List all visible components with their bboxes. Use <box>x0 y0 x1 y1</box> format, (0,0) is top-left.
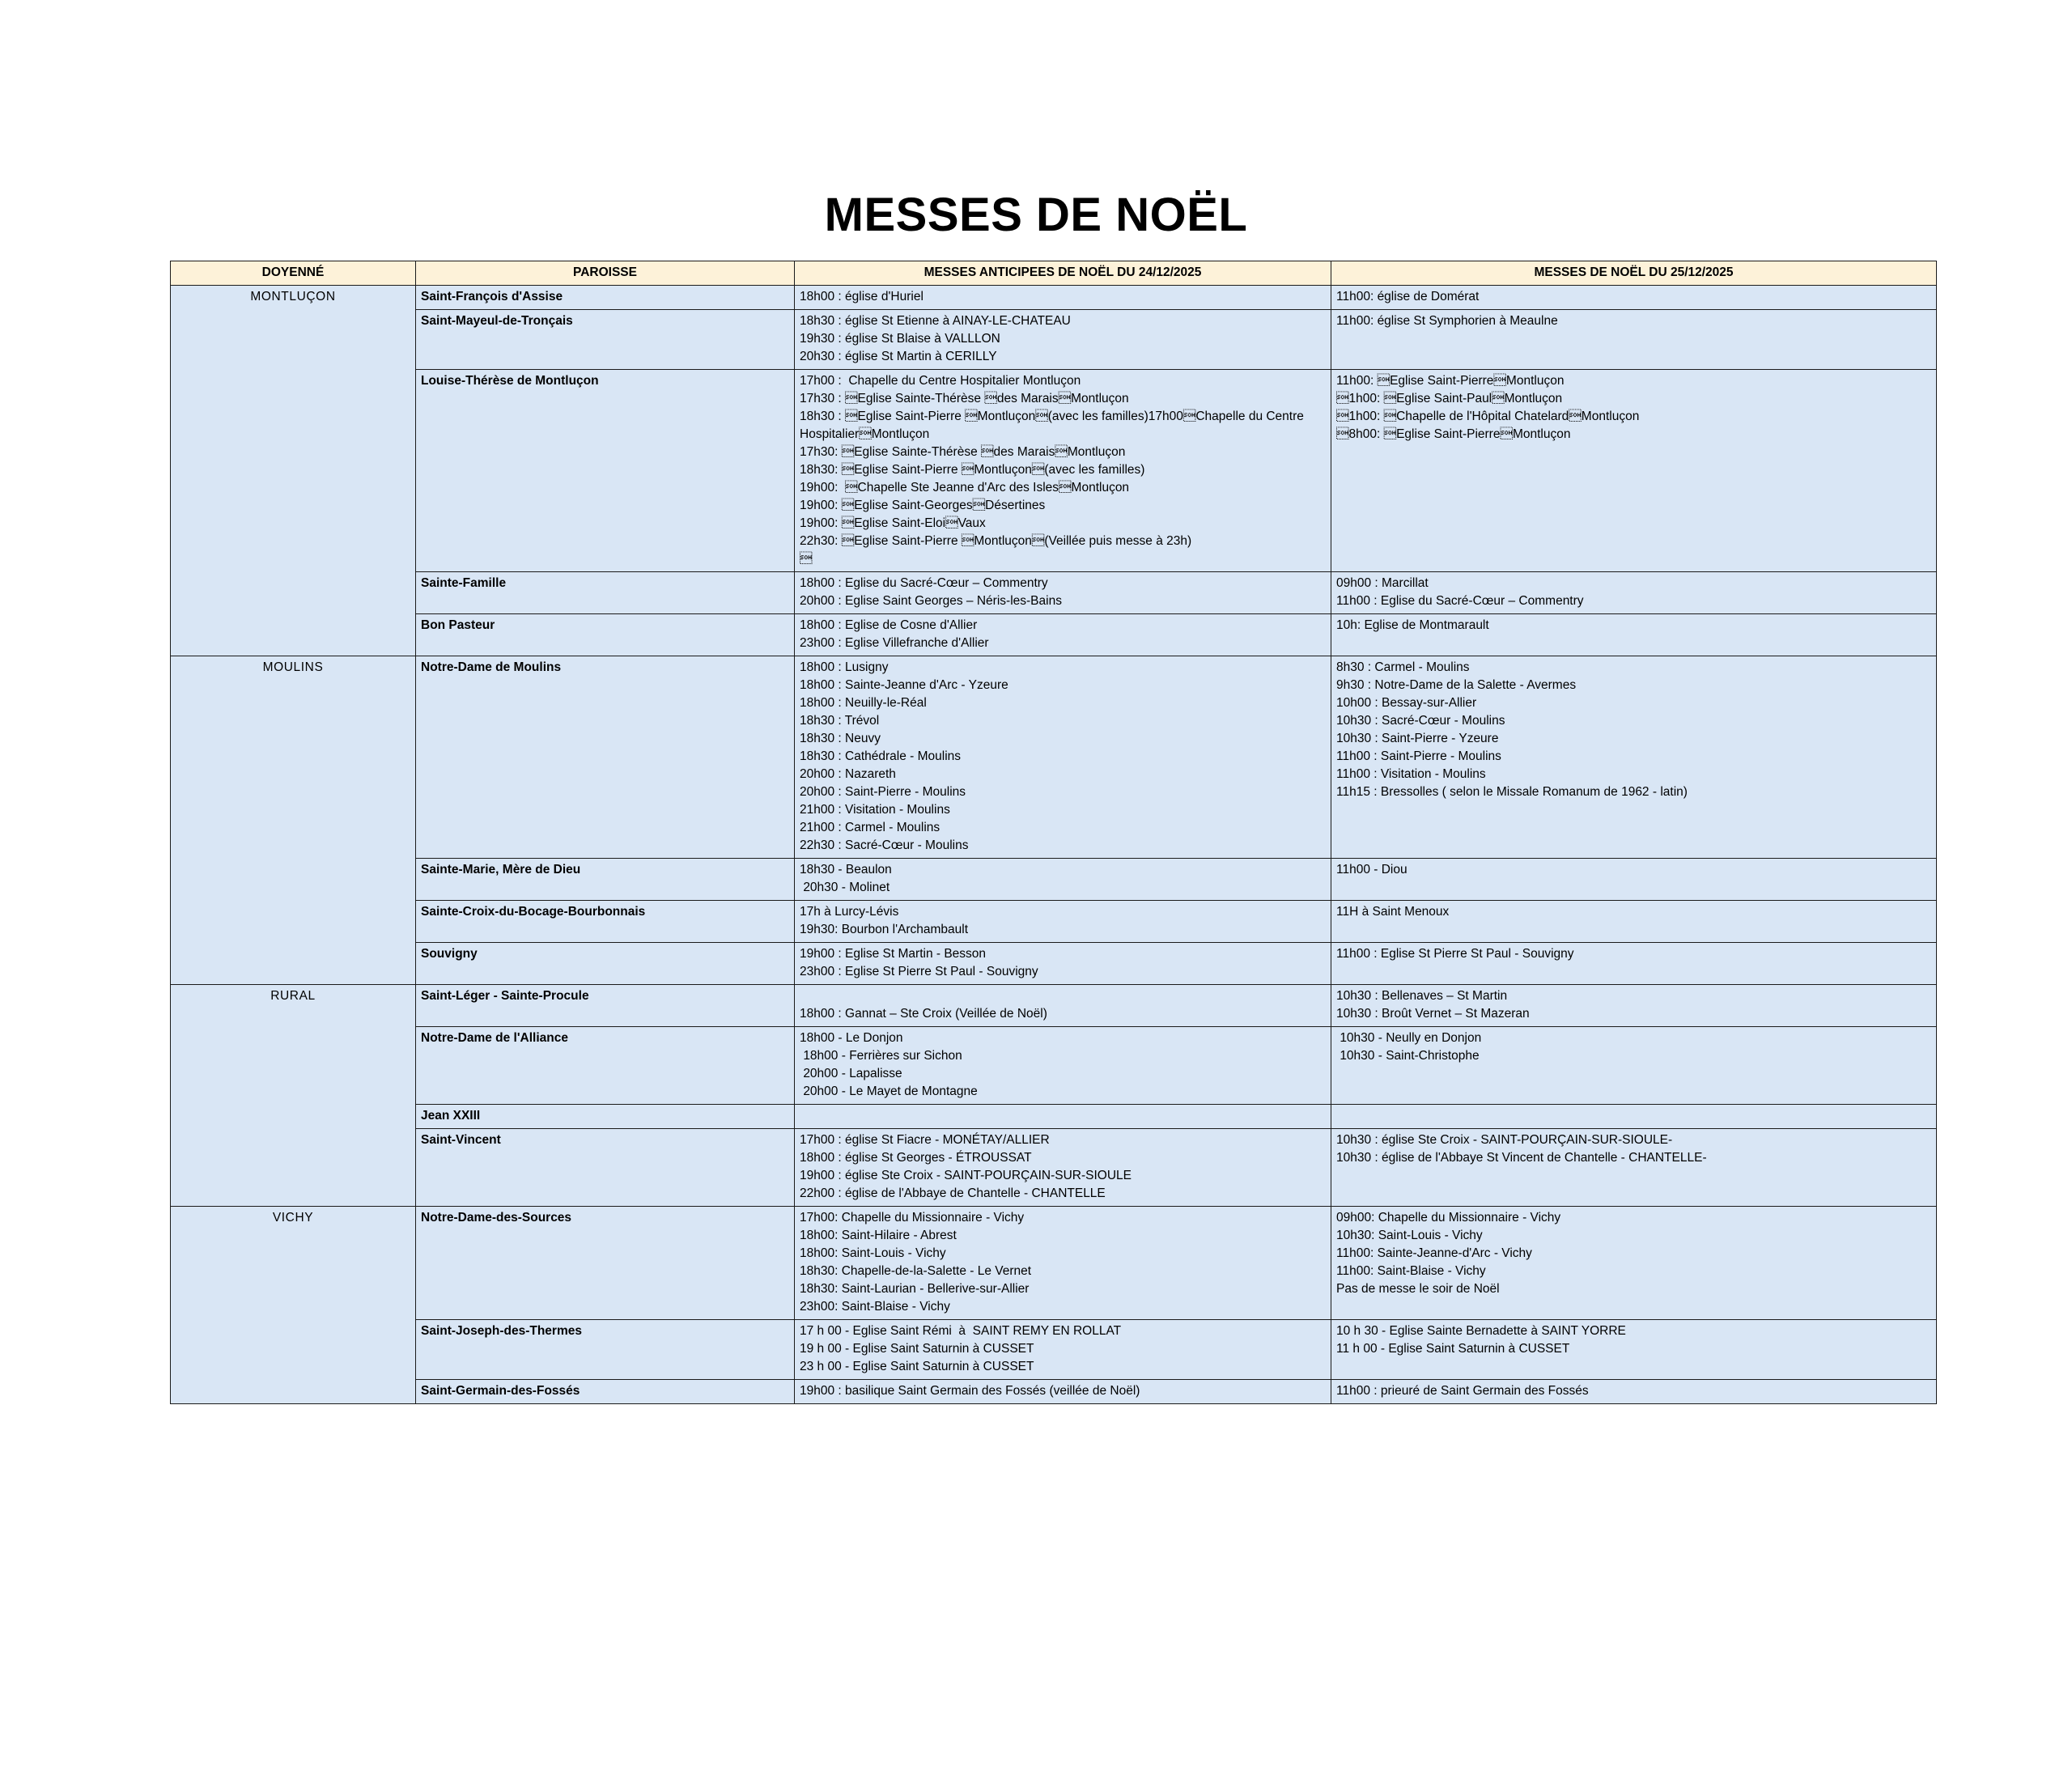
christmas-mass-schedule-table <box>170 261 1937 1404</box>
schedule-line: 18h00 : Lusigny <box>800 660 889 674</box>
table-row <box>171 859 1937 901</box>
anticipated-masses-cell <box>795 1207 1331 1320</box>
schedule-line: 20h00 - Le Mayet de Montagne <box>800 1085 978 1098</box>
schedule-line: 18h00 : église d'Huriel <box>800 290 923 303</box>
schedule-line: Pas de messe le soir de Noël <box>1336 1282 1500 1296</box>
schedule-line: 23h00: Saint-Blaise - Vichy <box>800 1300 950 1314</box>
anticipated-masses-cell <box>795 1320 1331 1380</box>
parish-name-cell: Saint-Germain-des-Fossés <box>416 1380 795 1404</box>
column-header-anticipees: MESSES ANTICIPEES DE NOËL DU 24/12/2025 <box>795 261 1331 286</box>
table-header <box>171 261 1937 286</box>
schedule-line: 17h à Lurcy-Lévis <box>800 905 899 919</box>
deanery-name-cell: MOULINS <box>171 656 416 985</box>
schedule-line: 11 h 00 - Eglise Saint Saturnin à CUSSET <box>1336 1342 1570 1356</box>
anticipated-masses-cell <box>795 614 1331 656</box>
schedule-line: 17h00 : église St Fiacre - MONÉTAY/ALLIER <box>800 1133 1050 1147</box>
schedule-line: 20h30 : église St Martin à CERILLY <box>800 350 997 363</box>
parish-name-cell: Saint-Mayeul-de-Tronçais <box>416 310 795 370</box>
schedule-line: 10h00 : Bessay-sur-Allier <box>1336 696 1477 710</box>
anticipated-masses-cell <box>795 1380 1331 1404</box>
schedule-line: 1h00: Eglise Saint-PaulMontluçon <box>1336 392 1563 405</box>
parish-name-cell: Notre-Dame-des-Sources <box>416 1207 795 1320</box>
schedule-line: 11h00 : Eglise St Pierre St Paul - Souvigny <box>1336 947 1574 961</box>
schedule-line: 8h00: Eglise Saint-PierreMontluçon <box>1336 427 1571 441</box>
schedule-line: 19h00 : église Ste Croix - SAINT-POURÇAIN-SUR-SIOULE <box>800 1169 1132 1182</box>
schedule-line <box>800 987 1326 1005</box>
christmas-day-masses-cell <box>1331 656 1937 859</box>
schedule-line: 11h00 : Saint-Pierre - Moulins <box>1336 749 1501 763</box>
table-row <box>171 1207 1937 1320</box>
schedule-line: 10h: Eglise de Montmarault <box>1336 618 1489 632</box>
schedule-line: 18h00 - Le Donjon <box>800 1031 903 1045</box>
parish-name-cell: Jean XXIII <box>416 1105 795 1129</box>
table-row <box>171 1380 1937 1404</box>
christmas-day-masses-cell <box>1331 572 1937 614</box>
table-header-row <box>171 261 1937 286</box>
table-row <box>171 1105 1937 1129</box>
column-header-paroisse: PAROISSE <box>416 261 795 286</box>
schedule-line: 19h00: Eglise Saint-EloiVaux <box>800 516 986 530</box>
anticipated-masses-cell <box>795 859 1331 901</box>
parish-name-cell: Saint-Vincent <box>416 1129 795 1207</box>
column-header-noel: MESSES DE NOËL DU 25/12/2025 <box>1331 261 1937 286</box>
schedule-line: 18h30 - Beaulon <box>800 863 892 877</box>
anticipated-masses-cell <box>795 656 1331 859</box>
schedule-line: 17h00: Chapelle du Missionnaire - Vichy <box>800 1211 1025 1225</box>
parish-name-cell: Sainte-Marie, Mère de Dieu <box>416 859 795 901</box>
schedule-line: 19h00: Chapelle Ste Jeanne d'Arc des IslesMontluçon <box>800 481 1130 495</box>
schedule-line: 8h30 : Carmel - Moulins <box>1336 660 1470 674</box>
table-row <box>171 1129 1937 1207</box>
schedule-line: 22h30: Eglise Saint-Pierre Montluçon(Veillée puis messe à 23h) <box>800 534 1192 548</box>
anticipated-masses-cell <box>795 310 1331 370</box>
schedule-line:  <box>800 552 813 566</box>
christmas-day-masses-cell <box>1331 286 1937 310</box>
table-row <box>171 985 1937 1027</box>
schedule-line: 11h00: Saint-Blaise - Vichy <box>1336 1264 1486 1278</box>
schedule-line: 18h00 : Sainte-Jeanne d'Arc - Yzeure <box>800 678 1008 692</box>
parish-name-cell: Louise-Thérèse de Montluçon <box>416 370 795 572</box>
schedule-line: 10h30 : église de l'Abbaye St Vincent de Chantelle - CHANTELLE- <box>1336 1151 1707 1165</box>
schedule-line: 19 h 00 - Eglise Saint Saturnin à CUSSET <box>800 1342 1034 1356</box>
schedule-line: 10 h 30 - Eglise Sainte Bernadette à SAINT YORRE <box>1336 1324 1626 1338</box>
schedule-line: 19h00: Eglise Saint-GeorgesDésertines <box>800 499 1046 512</box>
anticipated-masses-cell <box>795 1105 1331 1129</box>
christmas-day-masses-cell <box>1331 1207 1937 1320</box>
schedule-line: 19h00 : Eglise St Martin - Besson <box>800 947 987 961</box>
christmas-day-masses-cell <box>1331 859 1937 901</box>
table-row <box>171 614 1937 656</box>
christmas-day-masses-cell <box>1331 1380 1937 1404</box>
schedule-line: 17h30: Eglise Sainte-Thérèse des MaraisMontluçon <box>800 445 1126 459</box>
schedule-line: 20h00 : Eglise Saint Georges – Néris-les-Bains <box>800 594 1062 608</box>
table-row <box>171 572 1937 614</box>
schedule-line: 9h30 : Notre-Dame de la Salette - Avermes <box>1336 678 1577 692</box>
schedule-line: 10h30 : Saint-Pierre - Yzeure <box>1336 732 1499 745</box>
schedule-line: 18h30 : Cathédrale - Moulins <box>800 749 962 763</box>
parish-name-cell: Sainte-Famille <box>416 572 795 614</box>
christmas-day-masses-cell <box>1331 1027 1937 1105</box>
anticipated-masses-cell <box>795 572 1331 614</box>
schedule-line: 18h00 : Gannat – Ste Croix (Veillée de Noël) <box>800 1007 1047 1021</box>
schedule-line: 11H à Saint Menoux <box>1336 905 1450 919</box>
parish-name-cell: Souvigny <box>416 943 795 985</box>
table-row <box>171 370 1937 572</box>
christmas-day-masses-cell <box>1331 1320 1937 1380</box>
schedule-line: 10h30 : Bellenaves – St Martin <box>1336 989 1508 1003</box>
anticipated-masses-cell <box>795 901 1331 943</box>
schedule-line: 18h00 : église St Georges - ÉTROUSSAT <box>800 1151 1032 1165</box>
schedule-line: 19h30 : église St Blaise à VALLLON <box>800 332 1000 346</box>
schedule-line: 18h00 : Eglise de Cosne d'Allier <box>800 618 978 632</box>
schedule-line: 18h30: Eglise Saint-Pierre Montluçon(avec les familles) <box>800 463 1145 477</box>
schedule-line: 11h00 - Diou <box>1336 863 1408 877</box>
schedule-line: 10h30 : église Ste Croix - SAINT-POURÇAIN-SUR-SIOULE- <box>1336 1133 1673 1147</box>
schedule-line: 18h00 : Neuilly-le-Réal <box>800 696 927 710</box>
schedule-line: 11h00: église de Domérat <box>1336 290 1480 303</box>
christmas-day-masses-cell <box>1331 943 1937 985</box>
schedule-line: 20h30 - Molinet <box>800 881 890 894</box>
table-body <box>171 286 1937 1404</box>
parish-name-cell: Saint-Léger - Sainte-Procule <box>416 985 795 1027</box>
anticipated-masses-cell <box>795 370 1331 572</box>
schedule-line: 11h00 : Visitation - Moulins <box>1336 767 1486 781</box>
schedule-line: 09h00 : Marcillat <box>1336 576 1429 590</box>
schedule-line: 11h00 : Eglise du Sacré-Cœur – Commentry <box>1336 594 1584 608</box>
parish-name-cell: Bon Pasteur <box>416 614 795 656</box>
column-header-doyenne: DOYENNÉ <box>171 261 416 286</box>
schedule-line: 18h30: Chapelle-de-la-Salette - Le Vernet <box>800 1264 1032 1278</box>
schedule-line: 22h30 : Sacré-Cœur - Moulins <box>800 838 969 852</box>
schedule-line: 11h15 : Bressolles ( selon le Missale Romanum de 1962 - latin) <box>1336 785 1688 799</box>
anticipated-masses-cell <box>795 985 1331 1027</box>
christmas-day-masses-cell <box>1331 1105 1937 1129</box>
table-row <box>171 310 1937 370</box>
schedule-line: 11h00: église St Symphorien à Meaulne <box>1336 314 1558 328</box>
deanery-name-cell: RURAL <box>171 985 416 1207</box>
schedule-line: 21h00 : Visitation - Moulins <box>800 803 950 817</box>
page-title: MESSES DE NOËL <box>824 189 1248 241</box>
schedule-line: 10h30: Saint-Louis - Vichy <box>1336 1229 1483 1242</box>
schedule-line: 19h00 : basilique Saint Germain des Fossés (veillée de Noël) <box>800 1384 1140 1398</box>
schedule-line: 10h30 : Sacré-Cœur - Moulins <box>1336 714 1505 728</box>
schedule-line: 11h00: Sainte-Jeanne-d'Arc - Vichy <box>1336 1246 1532 1260</box>
schedule-line: 18h00: Saint-Louis - Vichy <box>800 1246 946 1260</box>
christmas-day-masses-cell <box>1331 1129 1937 1207</box>
parish-name-cell: Sainte-Croix-du-Bocage-Bourbonnais <box>416 901 795 943</box>
schedule-line: 19h30: Bourbon l'Archambault <box>800 923 969 936</box>
parish-name-cell: Saint-François d'Assise <box>416 286 795 310</box>
schedule-line: 22h00 : église de l'Abbaye de Chantelle - CHANTELLE <box>800 1186 1106 1200</box>
parish-name-cell: Notre-Dame de l'Alliance <box>416 1027 795 1105</box>
schedule-line: 21h00 : Carmel - Moulins <box>800 821 940 834</box>
anticipated-masses-cell <box>795 1027 1331 1105</box>
table-row <box>171 901 1937 943</box>
christmas-day-masses-cell <box>1331 370 1937 572</box>
schedule-line: 18h30 : Neuvy <box>800 732 881 745</box>
table-row <box>171 943 1937 985</box>
christmas-day-masses-cell <box>1331 985 1937 1027</box>
schedule-line: 18h00 : Eglise du Sacré-Cœur – Commentry <box>800 576 1048 590</box>
schedule-line: 10h30 - Neully en Donjon <box>1336 1031 1482 1045</box>
schedule-line: 11h00 : prieuré de Saint Germain des Fossés <box>1336 1384 1589 1398</box>
parish-name-cell: Notre-Dame de Moulins <box>416 656 795 859</box>
schedule-line: 17h00 : Chapelle du Centre Hospitalier Montluçon <box>800 374 1081 388</box>
schedule-line: 10h30 : Broût Vernet – St Mazeran <box>1336 1007 1530 1021</box>
schedule-line: 17h30 : Eglise Sainte-Thérèse des MaraisMontluçon <box>800 392 1129 405</box>
schedule-line: 23h00 : Eglise Villefranche d'Allier <box>800 636 989 650</box>
christmas-day-masses-cell <box>1331 310 1937 370</box>
schedule-line: 20h00 : Nazareth <box>800 767 896 781</box>
table-row <box>171 656 1937 859</box>
schedule-line: 18h00: Saint-Hilaire - Abrest <box>800 1229 957 1242</box>
schedule-line: 10h30 - Saint-Christophe <box>1336 1049 1480 1063</box>
table-row <box>171 1320 1937 1380</box>
schedule-line: 23h00 : Eglise St Pierre St Paul - Souvigny <box>800 965 1038 978</box>
schedule-line: 20h00 - Lapalisse <box>800 1067 902 1080</box>
christmas-day-masses-cell <box>1331 614 1937 656</box>
schedule-line: 18h00 - Ferrières sur Sichon <box>800 1049 962 1063</box>
deanery-name-cell: MONTLUÇON <box>171 286 416 656</box>
table-row <box>171 286 1937 310</box>
schedule-line: 18h30 : église St Etienne à AINAY-LE-CHATEAU <box>800 314 1071 328</box>
deanery-name-cell: VICHY <box>171 1207 416 1404</box>
table-row <box>171 1027 1937 1105</box>
christmas-day-masses-cell <box>1331 901 1937 943</box>
anticipated-masses-cell <box>795 286 1331 310</box>
anticipated-masses-cell <box>795 943 1331 985</box>
anticipated-masses-cell <box>795 1129 1331 1207</box>
schedule-line: 1h00: Chapelle de l'Hôpital ChatelardMontluçon <box>1336 410 1640 423</box>
parish-name-cell: Saint-Joseph-des-Thermes <box>416 1320 795 1380</box>
schedule-line: 09h00: Chapelle du Missionnaire - Vichy <box>1336 1211 1561 1225</box>
schedule-line: 11h00: Eglise Saint-PierreMontluçon <box>1336 374 1565 388</box>
schedule-line: 23 h 00 - Eglise Saint Saturnin à CUSSET <box>800 1360 1034 1373</box>
schedule-line: 18h30: Saint-Laurian - Bellerive-sur-Allier <box>800 1282 1030 1296</box>
schedule-line: 18h30 : Eglise Saint-Pierre Montluçon(avec les familles)17h00Chapelle du Centre HospitalierMontluçon <box>800 410 1308 441</box>
schedule-line: 20h00 : Saint-Pierre - Moulins <box>800 785 966 799</box>
schedule-line: 17 h 00 - Eglise Saint Rémi à SAINT REMY EN ROLLAT <box>800 1324 1122 1338</box>
schedule-line: 18h30 : Trévol <box>800 714 880 728</box>
